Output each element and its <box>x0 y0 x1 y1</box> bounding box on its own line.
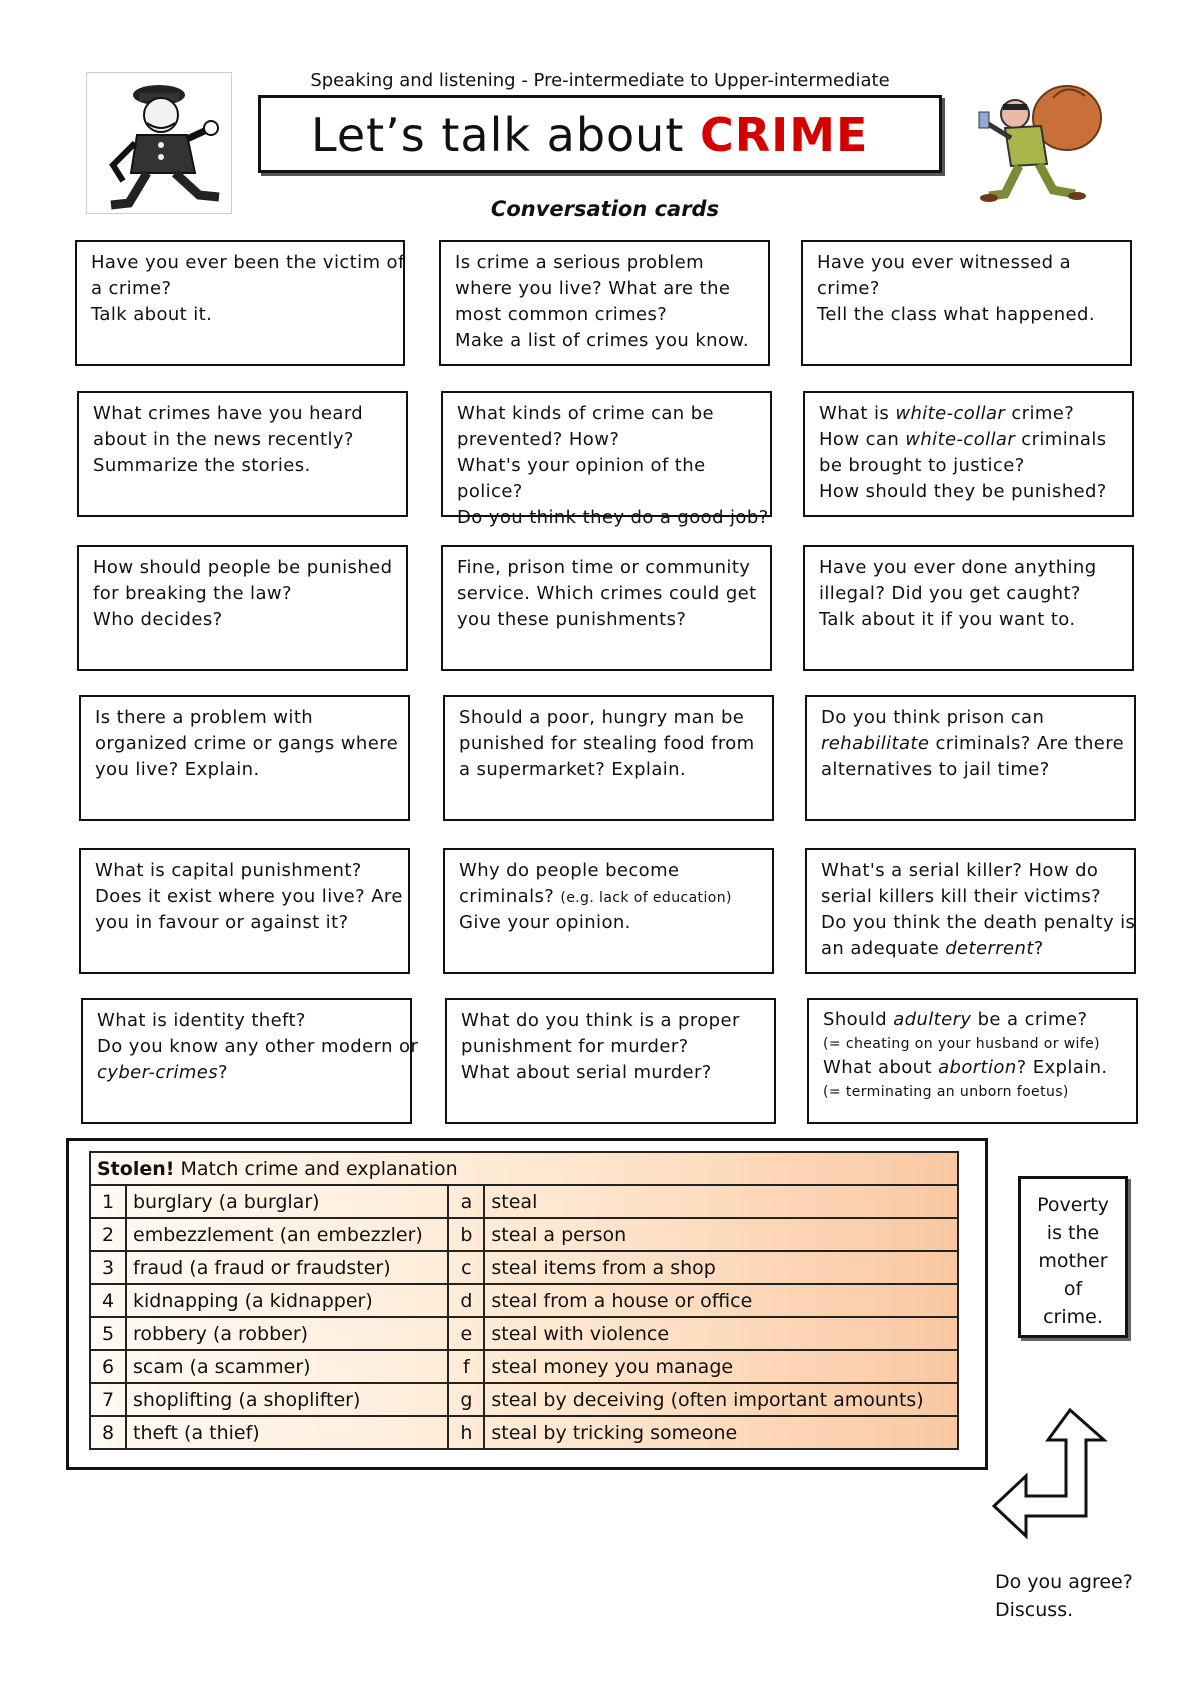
quote-text: crime. <box>1043 1306 1103 1328</box>
card-punishment <box>77 545 408 671</box>
card-text <box>821 936 1120 962</box>
matching-exercise <box>66 1138 988 1470</box>
card-text-part: criminals <box>1015 429 1107 450</box>
card-text-small: (= terminating an unborn foetus) <box>823 1084 1069 1100</box>
card-text: Do you think they do a good job? <box>457 507 769 528</box>
table-row <box>90 1251 958 1284</box>
card-text: organized crime or gangs where <box>95 733 399 754</box>
cards-heading: Conversation cards <box>490 197 720 221</box>
title-highlight: CRIME <box>699 108 869 162</box>
table-title-text: Match crime and explanation <box>174 1157 458 1180</box>
card-text: Summarize the stories. <box>93 455 311 476</box>
card-illegal <box>803 545 1134 671</box>
card-text: you live? Explain. <box>95 759 260 780</box>
card-text: Does it exist where you live? Are <box>95 886 403 907</box>
card-text: What crimes have you heard <box>93 403 364 424</box>
explanation-cell: steal with violence <box>484 1317 958 1350</box>
row-letter: f <box>448 1350 484 1383</box>
explanation-cell: steal by deceiving (often important amounts) <box>484 1383 958 1416</box>
card-text: How should they be punished? <box>819 481 1107 502</box>
card-text-small: (e.g. lack of education) <box>560 890 732 906</box>
card-text-italic: white-collar <box>895 403 1006 424</box>
card-text: crime? <box>817 278 880 299</box>
card-text-italic: adultery <box>893 1009 972 1030</box>
card-text: punished for stealing food from <box>459 733 755 754</box>
card-text: What's your opinion of the <box>457 455 706 476</box>
row-letter: c <box>448 1251 484 1284</box>
policeman-illustration <box>86 72 232 214</box>
card-text: Fine, prison time or community <box>457 557 751 578</box>
card-serial-killer <box>805 848 1136 974</box>
crime-cell: fraud (a fraud or fraudster) <box>126 1251 448 1284</box>
matching-table <box>89 1151 959 1450</box>
card-text: What is capital punishment? <box>95 860 362 881</box>
card-text: Is there a problem with <box>95 707 314 728</box>
card-text: What kinds of crime can be <box>457 403 715 424</box>
arrow-icon <box>992 1408 1112 1558</box>
card-murder <box>445 998 776 1124</box>
row-number: 1 <box>90 1185 126 1218</box>
card-text: Is crime a serious problem <box>455 252 705 273</box>
crime-cell: shoplifting (a shoplifter) <box>126 1383 448 1416</box>
card-identity-theft <box>81 998 419 1124</box>
agree-text: Do you agree? <box>995 1571 1133 1593</box>
card-text: Who decides? <box>93 609 223 630</box>
card-text: prevented? How? <box>457 429 620 450</box>
crime-cell: embezzlement (an embezzler) <box>126 1218 448 1251</box>
card-text: you in favour or against it? <box>95 912 349 933</box>
card-text: a crime? <box>91 278 172 299</box>
card-text: police? <box>457 481 523 502</box>
card-text-italic: rehabilitate <box>821 733 930 754</box>
crime-cell: burglary (a burglar) <box>126 1185 448 1218</box>
card-victim <box>75 240 405 366</box>
card-text: Talk about it. <box>91 304 213 325</box>
card-text <box>823 1008 1122 1032</box>
explanation-cell: steal from a house or office <box>484 1284 958 1317</box>
card-text-part: What about <box>823 1057 939 1078</box>
row-number: 7 <box>90 1383 126 1416</box>
card-text-part: ? <box>1033 938 1044 959</box>
explanation-cell: steal <box>484 1185 958 1218</box>
card-text: Do you know any other modern or <box>97 1036 419 1057</box>
row-letter: a <box>448 1185 484 1218</box>
crime-cell: scam (a scammer) <box>126 1350 448 1383</box>
card-text: Talk about it if you want to. <box>819 609 1076 630</box>
quote-text: mother <box>1038 1250 1108 1272</box>
card-text: Have you ever done anything <box>819 557 1097 578</box>
explanation-cell: steal items from a shop <box>484 1251 958 1284</box>
card-capital-punishment <box>79 848 410 974</box>
card-text: most common crimes? <box>455 304 668 325</box>
card-rehabilitate <box>805 695 1136 821</box>
table-title <box>90 1152 958 1185</box>
card-text: a supermarket? Explain. <box>459 759 687 780</box>
table-row <box>90 1218 958 1251</box>
card-text-small: (= cheating on your husband or wife) <box>823 1036 1101 1052</box>
table-header-row <box>90 1152 958 1185</box>
card-text: Do you think prison can <box>821 707 1045 728</box>
card-text: What about serial murder? <box>461 1062 712 1083</box>
worksheet-subtitle: Speaking and listening - Pre-intermediate to Upper-intermediate <box>310 70 890 91</box>
explanation-cell: steal money you manage <box>484 1350 958 1383</box>
card-text: Do you think the death penalty is <box>821 912 1136 933</box>
card-text <box>821 731 1125 757</box>
row-letter: g <box>448 1383 484 1416</box>
card-become-criminals <box>443 848 774 974</box>
card-text: Make a list of crimes you know. <box>455 330 749 351</box>
card-text <box>97 1060 396 1086</box>
card-text: you these punishments? <box>457 609 687 630</box>
card-text-part: Should <box>823 1009 894 1030</box>
row-number: 3 <box>90 1251 126 1284</box>
row-number: 8 <box>90 1416 126 1449</box>
explanation-cell: steal a person <box>484 1218 958 1251</box>
discussion-prompt <box>995 1568 1133 1624</box>
card-text: Tell the class what happened. <box>817 304 1095 325</box>
quote-text: Poverty <box>1037 1194 1109 1216</box>
card-text <box>819 401 1118 427</box>
card-text: Have you ever witnessed a <box>817 252 1072 273</box>
table-row <box>90 1383 958 1416</box>
card-text: punishment for murder? <box>461 1036 689 1057</box>
table-row <box>90 1350 958 1383</box>
crime-cell: robbery (a robber) <box>126 1317 448 1350</box>
agree-text: Discuss. <box>995 1599 1074 1621</box>
card-news <box>77 391 408 517</box>
row-letter: d <box>448 1284 484 1317</box>
card-text: Why do people become <box>459 860 680 881</box>
card-text: where you live? What are the <box>455 278 731 299</box>
card-text-italic: deterrent <box>945 938 1034 959</box>
card-text: What is identity theft? <box>97 1010 306 1031</box>
card-text-part: ? Explain. <box>1016 1057 1108 1078</box>
card-text <box>819 427 1118 453</box>
row-letter: e <box>448 1317 484 1350</box>
card-text: alternatives to jail time? <box>821 759 1050 780</box>
card-text: illegal? Did you get caught? <box>819 583 1081 604</box>
card-text-part: an adequate <box>821 938 946 959</box>
card-white-collar <box>803 391 1134 517</box>
card-text: service. Which crimes could get <box>457 583 757 604</box>
row-letter: b <box>448 1218 484 1251</box>
card-text-italic: white-collar <box>905 429 1016 450</box>
card-text <box>459 884 758 910</box>
card-text: Should a poor, hungry man be <box>459 707 745 728</box>
row-number: 6 <box>90 1350 126 1383</box>
card-text: What's a serial killer? How do <box>821 860 1099 881</box>
card-adultery <box>807 998 1138 1124</box>
card-text <box>823 1056 1122 1080</box>
quote-text: is the <box>1046 1222 1100 1244</box>
card-fine-prison <box>441 545 772 671</box>
card-text-italic: abortion <box>938 1057 1017 1078</box>
card-text: What do you think is a proper <box>461 1010 740 1031</box>
card-text: for breaking the law? <box>93 583 292 604</box>
card-text-part: criminals? <box>459 886 561 907</box>
explanation-cell: steal by tricking someone <box>484 1416 958 1449</box>
table-row <box>90 1284 958 1317</box>
card-text: Give your opinion. <box>459 912 631 933</box>
quote-text: of <box>1063 1278 1083 1300</box>
card-text-italic: cyber-crimes <box>97 1062 219 1083</box>
crime-cell: theft (a thief) <box>126 1416 448 1449</box>
quote-box <box>1018 1176 1128 1338</box>
card-witnessed <box>801 240 1132 366</box>
table-row <box>90 1317 958 1350</box>
card-text-part: How can <box>819 429 906 450</box>
card-text: How should people be punished <box>93 557 393 578</box>
title-box <box>258 95 942 173</box>
card-serious-problem <box>439 240 770 366</box>
card-hungry-man <box>443 695 774 821</box>
card-text: Have you ever been the victim of <box>91 252 405 273</box>
title-prefix: Let’s talk about <box>311 108 700 162</box>
row-number: 2 <box>90 1218 126 1251</box>
thief-illustration <box>975 78 1117 208</box>
table-row <box>90 1185 958 1218</box>
card-text-part: ? <box>218 1062 229 1083</box>
card-text-part: be a crime? <box>971 1009 1088 1030</box>
card-text: about in the news recently? <box>93 429 354 450</box>
card-organized-crime <box>79 695 410 821</box>
row-number: 4 <box>90 1284 126 1317</box>
card-text-part: What is <box>819 403 896 424</box>
card-text: be brought to justice? <box>819 455 1025 476</box>
crime-cell: kidnapping (a kidnapper) <box>126 1284 448 1317</box>
card-text-part: criminals? Are there <box>929 733 1125 754</box>
page-title <box>311 108 868 162</box>
row-number: 5 <box>90 1317 126 1350</box>
table-row <box>90 1416 958 1449</box>
card-prevention <box>441 391 772 528</box>
card-text-part: crime? <box>1005 403 1075 424</box>
row-letter: h <box>448 1416 484 1449</box>
table-title-bold: Stolen! <box>97 1157 175 1180</box>
card-text: serial killers kill their victims? <box>821 886 1102 907</box>
